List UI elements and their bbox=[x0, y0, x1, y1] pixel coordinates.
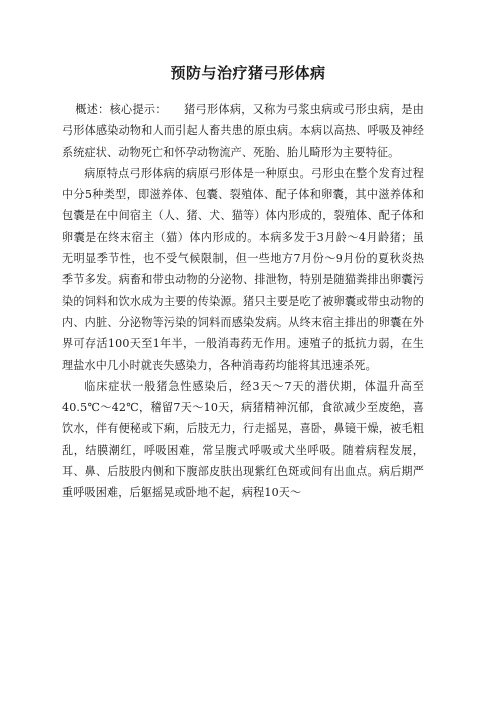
paragraph-overview: 概述：核心提示： 猪弓形体病，又称为弓浆虫病或弓形虫病，是由弓形体感染动物和人而引起人畜共患的原虫病。本病以高热、呼吸及神经系统症状、动物死亡和怀孕动物流产、死胎、胎儿畸形为主要特征。 bbox=[62, 103, 424, 159]
paragraph-pathogen: 病原特点弓形体病的病原弓形体是一种原虫。弓形虫在整个发育过程中分5种类型，即滋养体、包囊、裂殖体、配子体和卵囊，其中滋养体和包囊是在中间宿主（人、猪、犬、猫等）体内形成的，裂殖体、配子体和卵囊是在终末宿主（猫）体内形成的。本病多发于3月龄～4月龄猪；虽无明显季节性，也不受气候限制，但一些地方7月份～9月份的夏秋炎热季节多发。病畜和带虫动物的分泌物、排泄物，特别是随猫粪排出卵囊污染的饲料和饮水成为主要的传染源。猪只主要是吃了被卵囊或带虫动物的内、内脏、分泌物等污染的饲料而感染发病。从终末宿主排出的卵囊在外界可存活100天至1年半，一般消毒药无作用。速殖子的抵抗力弱，在生理盐水中几小时就丧失感染力，各种消毒药均能将其迅速杀死。 bbox=[62, 166, 424, 372]
paragraph-symptoms: 临床症状一般猪急性感染后，经3天～7天的潜伏期，体温升高至40.5℃～42℃，稽留7天～10天，病猪精神沉郁，食欲减少至废绝，喜饮水，伴有便秘或下痢，后肢无力，行走摇晃，喜卧，鼻镜干燥，被毛粗乱，结膜潮红，呼吸困难，常呈腹式呼吸或犬坐呼吸。随着病程发展，耳、鼻、后肢股内侧和下腹部皮肤出现紫红色斑或间有出血点。病后期严重呼吸困难，后躯摇晃或卧地不起，病程10天～ bbox=[62, 379, 424, 500]
document-title: 预防与治疗猪弓形体病 bbox=[170, 64, 326, 82]
document-body bbox=[62, 99, 424, 504]
